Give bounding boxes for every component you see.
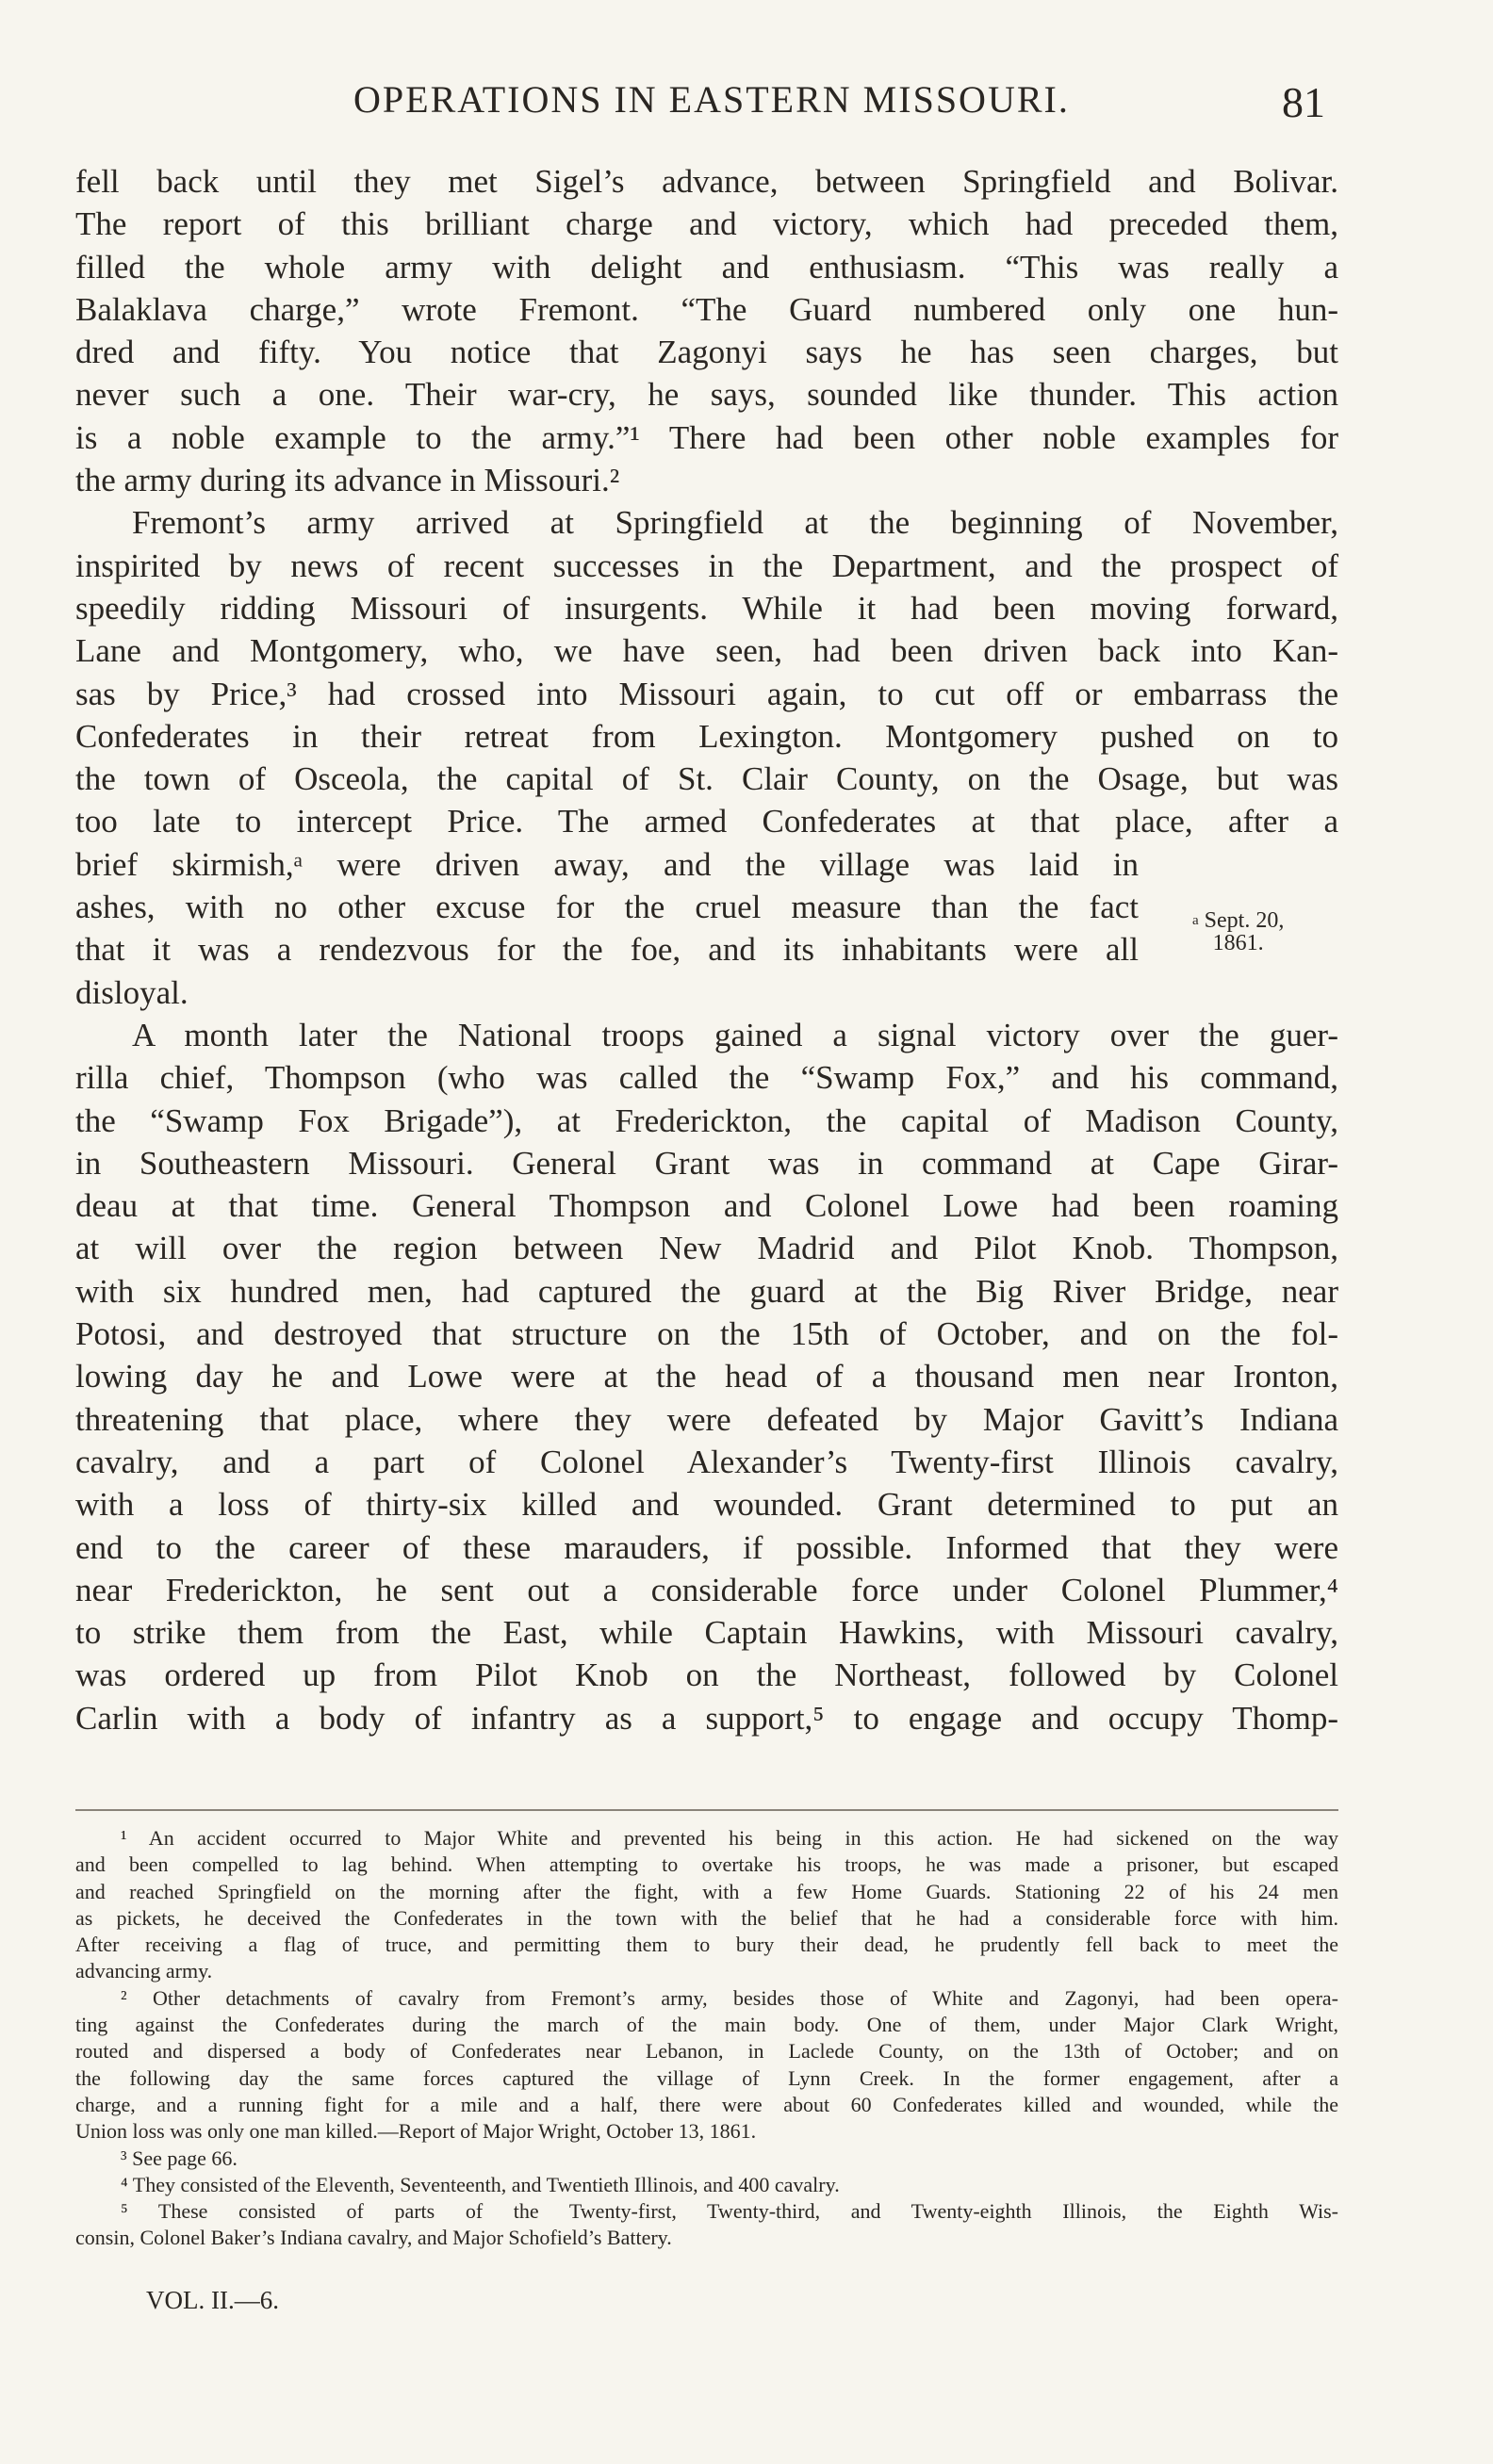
footnote-line: charge, and a running fight for a mile and a half, there were about 60 Confederates killed and wounded, while the [75,2092,1338,2116]
footnote-divider [75,1809,1338,1811]
text-line: near Frederickton, he sent out a considerable force under Colonel Plummer,⁴ [75,1571,1338,1608]
text-line: too late to intercept Price. The armed Confederates at that place, after a [75,803,1338,840]
footnote-line: ³ See page 66. [121,2146,238,2170]
text-line: Lane and Montgomery, who, we have seen, had been driven back into Kan- [75,632,1338,670]
text-line: fell back until they met Sigel’s advance, between Springfield and Bolivar. [75,163,1338,200]
footnote-line: advancing army. [75,1959,213,1983]
footnote-line: Union loss was only one man killed.—Report of Major Wright, October 13, 1861. [75,2119,757,2144]
text-line: with six hundred men, had captured the guard at the Big River Bridge, near [75,1272,1338,1310]
text-line: cavalry, and a part of Colonel Alexander’s Twenty-first Illinois cavalry, [75,1443,1338,1480]
text-line: inspirited by news of recent successes in the Department, and the prospect of [75,547,1338,584]
text-line: Carlin with a body of infantry as a support,⁵ to engage and occupy Thomp- [75,1699,1338,1737]
footnotes [75,1825,1338,2252]
margin-date-note [1192,909,1284,955]
footnote-line: routed and dispersed a body of Confederates near Lebanon, in Laclede County, on the 13th of October; and on [75,2039,1338,2064]
footnote-line: After receiving a flag of truce, and permitting them to bury their dead, he prudently fell back to meet the [75,1933,1338,1957]
footnote-line: the following day the same forces captured the village of Lynn Creek. In the former engagement, after a [75,2065,1338,2090]
footnote-line: and been compelled to lag behind. When attempting to overtake his troops, he was made a prisoner, but escaped [75,1852,1338,1877]
text-line: to strike them from the East, while Captain Hawkins, with Missouri cavalry, [75,1614,1338,1652]
running-title: OPERATIONS IN EASTERN MISSOURI. [353,78,1070,121]
volume-signature: VOL. II.—6. [146,2286,279,2314]
text-line: ashes, with no other excuse for the cruel measure than the fact [75,889,1139,926]
text-line: with a loss of thirty-six killed and wounded. Grant determined to put an [75,1486,1338,1524]
text-line: was ordered up from Pilot Knob on the Northeast, followed by Colonel [75,1656,1338,1694]
text-line: speedily ridding Missouri of insurgents. While it had been moving forward, [75,589,1338,627]
text-line: threatening that place, where they were defeated by Major Gavitt’s Indiana [75,1400,1338,1438]
text-line: disloyal. [75,973,189,1011]
footnote-line: and reached Springfield on the morning after the fight, with a few Home Guards. Stationing 22 of his 24 men [75,1879,1338,1903]
text-line: Potosi, and destroyed that structure on the 15th of October, and on the fol- [75,1315,1338,1353]
page-number: 81 [1282,78,1325,126]
margin-note-marker: a [1192,913,1199,928]
text-line: Balaklava charge,” wrote Fremont. “The Guard numbered only one hun- [75,290,1338,328]
footnote-line: ¹ An accident occurred to Major White and prevented his being in this action. He had sickened on the way [121,1826,1338,1850]
text-line: rilla chief, Thompson (who was called the “Swamp Fox,” and his command, [75,1059,1338,1097]
text-line: Confederates in their retreat from Lexington. Montgomery pushed on to [75,717,1338,755]
margin-note-year: 1861. [1212,931,1264,955]
text-line: brief skirmish,ᵃ were driven away, and the village was laid in [75,845,1139,883]
text-line: lowing day he and Lowe were at the head of a thousand men near Ironton, [75,1358,1338,1395]
text-line: never such a one. Their war-cry, he says, sounded like thunder. This action [75,376,1338,414]
text-line: the “Swamp Fox Brigade”), at Frederickton, the capital of Madison County, [75,1101,1338,1139]
margin-note-line [1192,909,1284,932]
text-line: The report of this brilliant charge and victory, which had preceded them, [75,205,1338,243]
footnote-line: ting against the Confederates during the march of the main body. One of them, under Major Clark Wright, [75,2013,1338,2037]
margin-note-date: Sept. 20, [1204,908,1285,933]
text-line: Fremont’s army arrived at Springfield at the beginning of November, [132,504,1338,542]
text-line: at will over the region between New Madrid and Pilot Knob. Thompson, [75,1230,1338,1267]
text-line: that it was a rendezvous for the foe, and its inhabitants were all [75,931,1139,969]
text-line: dred and fifty. You notice that Zagonyi says he has seen charges, but [75,334,1338,371]
text-line: sas by Price,³ had crossed into Missouri again, to cut off or embarrass the [75,675,1338,712]
text-line: A month later the National troops gained a signal victory over the guer- [132,1016,1338,1053]
text-line: the army during its advance in Missouri.² [75,462,620,499]
page-header [0,77,1493,134]
footnote-line: consin, Colonel Baker’s Indiana cavalry, and Major Schofield’s Battery. [75,2226,672,2250]
text-line: deau at that time. General Thompson and Colonel Lowe had been roaming [75,1187,1338,1225]
text-line: end to the career of these marauders, if possible. Informed that they were [75,1528,1338,1566]
footnote-line: ⁵ These consisted of parts of the Twenty-first, Twenty-third, and Twenty-eighth Illinois, the Eighth Wis- [121,2199,1338,2224]
footnote-line: ⁴ They consisted of the Eleventh, Seventeenth, and Twentieth Illinois, and 400 cavalry. [121,2172,840,2196]
text-line: filled the whole army with delight and enthusiasm. “This was really a [75,248,1338,286]
text-line: is a noble example to the army.”¹ There had been other noble examples for [75,418,1338,456]
main-text [75,160,1338,1739]
footnote-line: ² Other detachments of cavalry from Fremont’s army, besides those of White and Zagonyi, had been opera- [121,1985,1338,2010]
footnote-line: as pickets, he deceived the Confederates in the town with the belief that he had a considerable force with him. [75,1905,1338,1930]
text-line: the town of Osceola, the capital of St. Clair County, on the Osage, but was [75,760,1338,798]
text-line: in Southeastern Missouri. General Grant was in command at Cape Girar- [75,1144,1338,1182]
